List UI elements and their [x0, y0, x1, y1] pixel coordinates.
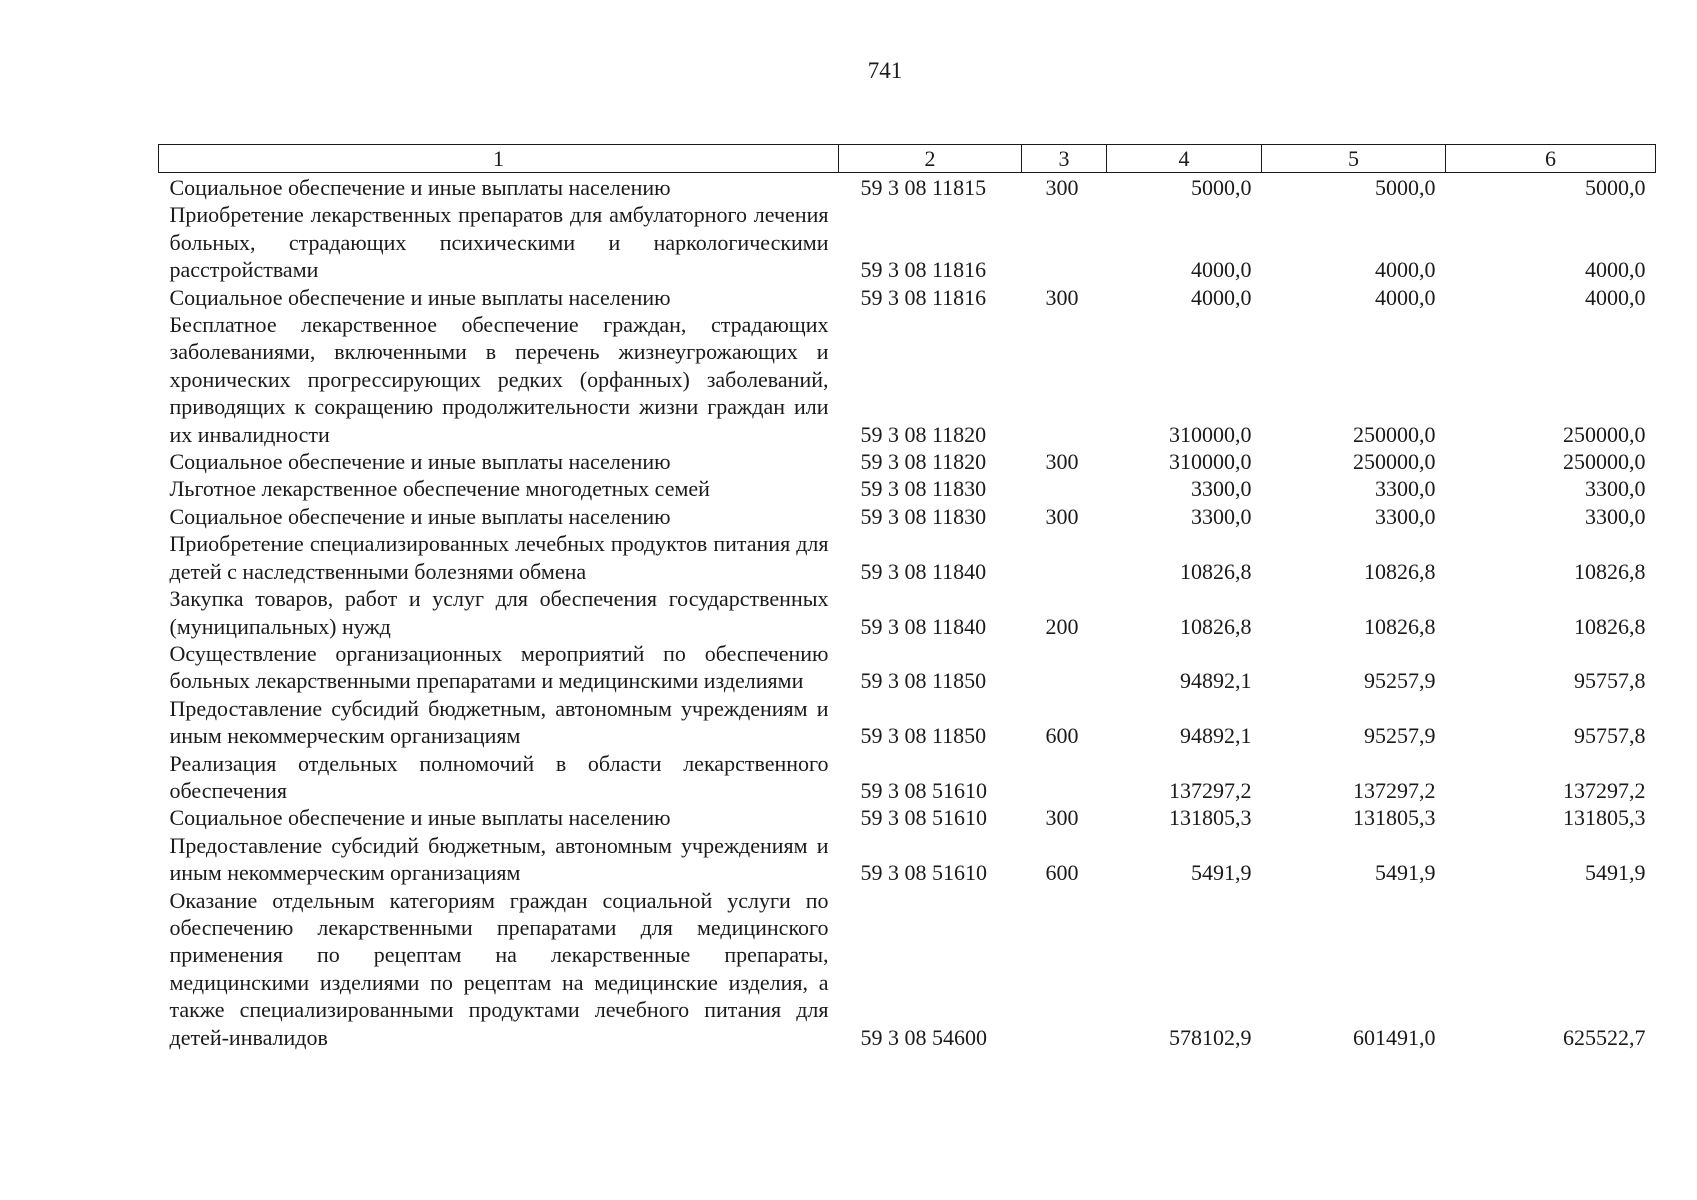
row-type-cell — [1022, 201, 1107, 283]
row-value-col4-cell: 578102,9 — [1169, 1024, 1252, 1050]
row-name-cell: Льготное лекарственное обеспечение многодетных семей — [169, 476, 710, 502]
row-name-cell: Приобретение специализированных лечебных продуктов питания для детей с наследственными болезнями обмена — [169, 531, 829, 584]
row-value-col6-cell: 250000,0 — [1563, 449, 1646, 475]
row-value-col4-cell: 4000,0 — [1191, 257, 1252, 283]
row-value-col4-cell: 310000,0 — [1169, 421, 1252, 447]
row-value-col4-cell: 3300,0 — [1191, 503, 1252, 529]
table-row — [159, 585, 1656, 640]
row-type-cell — [1022, 640, 1107, 695]
row-name-cell: Социальное обеспечение и иные выплаты населению — [169, 175, 671, 200]
row-value-col6-cell: 250000,0 — [1563, 421, 1646, 447]
row-code-cell: 59 3 08 11816 — [860, 284, 987, 310]
row-value-col6-cell: 4000,0 — [1585, 284, 1646, 310]
table-row — [159, 887, 1656, 1051]
row-value-col6-cell: 4000,0 — [1585, 257, 1646, 283]
row-code-cell: 59 3 08 11850 — [860, 723, 987, 749]
row-value-col6-cell: 3300,0 — [1585, 476, 1646, 502]
row-name-cell: Социальное обеспечение и иные выплаты населению — [169, 284, 671, 310]
table-row — [159, 832, 1656, 887]
row-value-col4-cell: 94892,1 — [1180, 723, 1252, 749]
row-code-cell: 59 3 08 11816 — [860, 257, 987, 283]
row-code-cell: 59 3 08 11820 — [860, 449, 987, 475]
row-value-col5-cell: 5491,9 — [1375, 860, 1436, 886]
table-row — [159, 503, 1656, 530]
row-value-col4-cell: 5491,9 — [1191, 860, 1252, 886]
table-row — [159, 173, 1656, 202]
row-code-cell: 59 3 08 11840 — [860, 558, 987, 584]
row-code-cell: 59 3 08 11830 — [860, 503, 987, 529]
row-value-col5-cell: 4000,0 — [1375, 284, 1436, 310]
table-row — [159, 284, 1656, 311]
column-header-1: 1 — [159, 145, 839, 173]
row-name-cell: Социальное обеспечение и иные выплаты населению — [169, 449, 671, 475]
row-code-cell: 59 3 08 11820 — [860, 421, 987, 447]
row-value-col6-cell: 131805,3 — [1563, 805, 1646, 831]
row-value-col4-cell: 310000,0 — [1169, 449, 1252, 475]
row-code-cell: 59 3 08 51610 — [860, 860, 987, 886]
table-body — [159, 173, 1656, 1052]
row-value-col5-cell: 5000,0 — [1375, 175, 1436, 200]
row-value-col6-cell: 10826,8 — [1574, 558, 1646, 584]
table-row — [159, 201, 1656, 283]
row-type-cell — [1022, 530, 1107, 585]
row-name-cell: Осуществление организационных мероприятий по обеспечению больных лекарственными препаратами и медицинскими изделиями — [169, 640, 829, 694]
row-value-col5-cell: 95257,9 — [1364, 668, 1436, 694]
row-type-cell: 300 — [1045, 449, 1079, 475]
row-type-cell — [1022, 475, 1107, 502]
row-code-cell: 59 3 08 11850 — [860, 668, 987, 694]
table-row — [159, 750, 1656, 805]
row-value-col6-cell: 95757,8 — [1574, 723, 1646, 749]
row-value-col6-cell: 5000,0 — [1585, 175, 1646, 200]
row-value-col5-cell: 4000,0 — [1375, 257, 1436, 283]
row-value-col4-cell: 3300,0 — [1191, 476, 1252, 502]
row-value-col6-cell: 625522,7 — [1563, 1024, 1646, 1050]
row-value-col5-cell: 10826,8 — [1364, 613, 1436, 639]
row-type-cell: 300 — [1045, 805, 1079, 831]
table-row — [159, 311, 1656, 448]
row-name-cell: Реализация отдельных полномочий в области лекарственного обеспечения — [169, 750, 829, 803]
row-code-cell: 59 3 08 51610 — [860, 805, 987, 831]
row-name-cell: Социальное обеспечение и иные выплаты населению — [169, 805, 671, 831]
table-row — [159, 695, 1656, 750]
row-value-col5-cell: 3300,0 — [1375, 476, 1436, 502]
row-value-col5-cell: 601491,0 — [1353, 1024, 1436, 1050]
row-name-cell: Приобретение лекарственных препаратов для амбулаторного лечения больных, страдающих психическими и наркологическими расстройствами — [169, 202, 829, 283]
row-value-col4-cell: 10826,8 — [1180, 613, 1252, 639]
row-code-cell: 59 3 08 11815 — [860, 175, 987, 200]
row-value-col5-cell: 3300,0 — [1375, 503, 1436, 529]
row-name-cell: Предоставление субсидий бюджетным, автономным учреждениям и иным некоммерческим организациям — [169, 695, 829, 749]
row-value-col5-cell: 250000,0 — [1353, 421, 1436, 447]
table-row — [159, 475, 1656, 502]
row-type-cell — [1022, 311, 1107, 448]
row-value-col5-cell: 95257,9 — [1364, 723, 1436, 749]
row-value-col5-cell: 131805,3 — [1353, 805, 1436, 831]
row-name-cell: Оказание отдельным категориям граждан социальной услуги по обеспечению лекарственными препаратами для медицинского применения по рецептам на лекарственные препараты, медицинскими изделиями по рецептам на медицинские изделия, а также специализированными продуктами лечебного питания для детей-инвалидов — [169, 887, 829, 1050]
column-header-2: 2 — [839, 145, 1022, 173]
row-value-col6-cell: 95757,8 — [1574, 668, 1646, 694]
row-value-col6-cell: 137297,2 — [1563, 777, 1646, 803]
page-number: 741 — [867, 58, 903, 83]
column-header-3: 3 — [1022, 145, 1107, 173]
row-name-cell: Бесплатное лекарственное обеспечение граждан, страдающих заболеваниями, включенными в перечень жизнеугрожающих и хронических прогрессирующих редких (орфанных) заболеваний, приводящих к сокращению продолжительности жизни граждан или их инвалидности — [169, 312, 829, 447]
table-row — [159, 804, 1656, 831]
row-value-col6-cell: 5491,9 — [1585, 860, 1646, 886]
row-name-cell: Закупка товаров, работ и услуг для обеспечения государственных (муниципальных) нужд — [169, 586, 829, 639]
row-type-cell: 300 — [1045, 175, 1079, 200]
table-row — [159, 530, 1656, 585]
row-type-cell: 200 — [1045, 613, 1079, 639]
row-value-col6-cell: 10826,8 — [1574, 613, 1646, 639]
row-type-cell: 600 — [1045, 723, 1079, 749]
row-type-cell: 300 — [1045, 284, 1079, 310]
budget-table — [158, 144, 1656, 1051]
row-value-col4-cell: 137297,2 — [1169, 777, 1252, 803]
row-value-col5-cell: 137297,2 — [1353, 777, 1436, 803]
column-header-4: 4 — [1107, 145, 1262, 173]
row-value-col4-cell: 5000,0 — [1191, 175, 1252, 200]
row-name-cell: Предоставление субсидий бюджетным, автономным учреждениям и иным некоммерческим организациям — [169, 832, 829, 886]
row-type-cell — [1022, 887, 1107, 1051]
column-header-6: 6 — [1446, 145, 1656, 173]
row-code-cell: 59 3 08 11840 — [860, 613, 987, 639]
row-value-col4-cell: 10826,8 — [1180, 558, 1252, 584]
row-type-cell: 600 — [1045, 860, 1079, 886]
header-row — [159, 145, 1656, 173]
row-value-col4-cell: 94892,1 — [1180, 668, 1252, 694]
row-code-cell: 59 3 08 51610 — [860, 777, 987, 803]
column-header-5: 5 — [1262, 145, 1446, 173]
table-header — [159, 145, 1656, 173]
row-value-col6-cell: 3300,0 — [1585, 503, 1646, 529]
table-row — [159, 640, 1656, 695]
row-value-col4-cell: 131805,3 — [1169, 805, 1252, 831]
row-name-cell: Социальное обеспечение и иные выплаты населению — [169, 503, 671, 529]
row-code-cell: 59 3 08 11830 — [860, 476, 987, 502]
row-value-col5-cell: 250000,0 — [1353, 449, 1436, 475]
table-row — [159, 448, 1656, 475]
row-code-cell: 59 3 08 54600 — [860, 1024, 987, 1050]
row-type-cell — [1022, 750, 1107, 805]
row-value-col4-cell: 4000,0 — [1191, 284, 1252, 310]
row-value-col5-cell: 10826,8 — [1364, 558, 1436, 584]
row-type-cell: 300 — [1045, 503, 1079, 529]
